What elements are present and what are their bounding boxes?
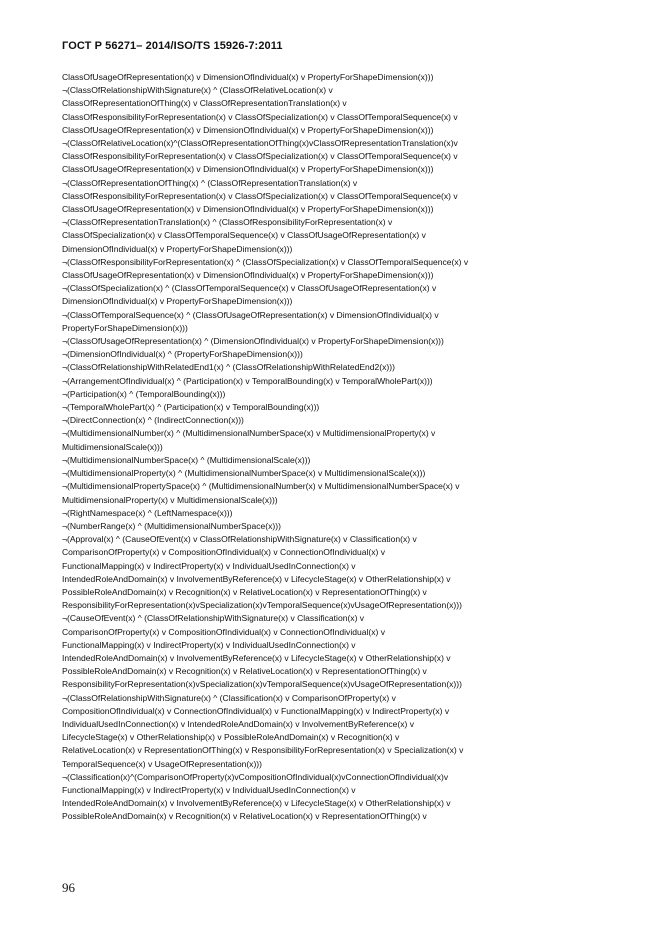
text-line: ¬(NumberRange(x) ^ (MultidimensionalNumberSpace(x))) <box>62 520 281 531</box>
text-line: IntendedRoleAndDomain(x) v InvolvementByReference(x) v LifecycleStage(x) v OtherRelationship(x) v <box>62 652 451 663</box>
text-line: ¬(RightNamespace(x) ^ (LeftNamespace(x))) <box>62 507 233 518</box>
text-line: ¬(ClassOfSpecialization(x) ^ (ClassOfTemporalSequence(x) v ClassOfUsageOfRepresentation(x) v <box>62 283 437 294</box>
formula-text-block <box>62 71 622 824</box>
text-line: CompositionOfIndividual(x) v ConnectionOfIndividual(x) v FunctionalMapping(x) v IndirectProperty(x) v <box>62 705 450 716</box>
text-line: RelativeLocation(x) v RepresentationOfThing(x) v ResponsibilityForRepresentation(x) v Specialization(x) v <box>62 745 464 756</box>
text-line: ClassOfUsageOfRepresentation(x) v DimensionOfIndividual(x) v PropertyForShapeDimension(x))) <box>62 164 434 175</box>
text-line: DimensionOfIndividual(x) v PropertyForShapeDimension(x))) <box>62 243 293 254</box>
document-header: ГОСТ Р 56271– 2014/ISO/TS 15926-7:2011 <box>62 40 283 52</box>
text-line: ¬(ClassOfRepresentationOfThing(x) ^ (ClassOfRepresentationTranslation(x) v <box>62 177 358 188</box>
text-line: ComparisonOfProperty(x) v CompositionOfIndividual(x) v ConnectionOfIndividual(x) v <box>62 547 386 558</box>
text-line: ¬(ArrangementOfIndividual(x) ^ (Participation(x) v TemporalBounding(x) v TemporalWholePart(x))) <box>62 375 433 386</box>
text-line: ¬(DimensionOfIndividual(x) ^ (PropertyForShapeDimension(x))) <box>62 349 303 360</box>
text-line: FunctionalMapping(x) v IndirectProperty(x) v IndividualUsedInConnection(x) v <box>62 784 356 795</box>
text-line: ¬(MultidimensionalProperty(x) ^ (MultidimensionalNumberSpace(x) v MultidimensionalScale(x))) <box>62 468 426 479</box>
text-line: ¬(DirectConnection(x) ^ (IndirectConnection(x))) <box>62 415 244 426</box>
text-line: ¬(MultidimensionalPropertySpace(x) ^ (MultidimensionalNumber(x) v MultidimensionalNumberSpace(x) v <box>62 481 460 492</box>
text-line: ¬(CauseOfEvent(x) ^ (ClassOfRelationshipWithSignature(x) v Classification(x) v <box>62 613 365 624</box>
text-line: IntendedRoleAndDomain(x) v InvolvementByReference(x) v LifecycleStage(x) v OtherRelationship(x) v <box>62 573 451 584</box>
text-line: FunctionalMapping(x) v IndirectProperty(x) v IndividualUsedInConnection(x) v <box>62 639 356 650</box>
text-line: ¬(ClassOfResponsibilityForRepresentation(x) ^ (ClassOfSpecialization(x) v ClassOfTemporalSequence(x) v <box>62 256 469 267</box>
text-line: ResponsibilityForRepresentation(x)vSpecialization(x)vTemporalSequence(x)vUsageOfRepresentation(x))) <box>62 600 462 611</box>
text-line: ComparisonOfProperty(x) v CompositionOfIndividual(x) v ConnectionOfIndividual(x) v <box>62 626 386 637</box>
text-line: ¬(MultidimensionalNumberSpace(x) ^ (MultidimensionalScale(x))) <box>62 454 311 465</box>
text-line: ¬(Classification(x)^(ComparisonOfProperty(x)vCompositionOfIndividual(x)vConnectionOfIndividual(x)v <box>62 771 449 782</box>
text-line: ¬(ClassOfRelationshipWithSignature(x) ^ (ClassOfRelativeLocation(x) v <box>62 85 333 96</box>
text-line: ¬(ClassOfTemporalSequence(x) ^ (ClassOfUsageOfRepresentation(x) v DimensionOfIndividual(x) v <box>62 309 439 320</box>
text-line: ClassOfUsageOfRepresentation(x) v DimensionOfIndividual(x) v PropertyForShapeDimension(x))) <box>62 270 434 281</box>
text-line: TemporalSequence(x) v UsageOfRepresentation(x))) <box>62 758 262 769</box>
text-line: FunctionalMapping(x) v IndirectProperty(x) v IndividualUsedInConnection(x) v <box>62 560 356 571</box>
text-line: MultidimensionalScale(x))) <box>62 441 163 452</box>
text-line: PossibleRoleAndDomain(x) v Recognition(x) v RelativeLocation(x) v RepresentationOfThing(x) v <box>62 811 427 822</box>
text-line: IndividualUsedInConnection(x) v IntendedRoleAndDomain(x) v InvolvementByReference(x) v <box>62 718 415 729</box>
text-line: PossibleRoleAndDomain(x) v Recognition(x) v RelativeLocation(x) v RepresentationOfThing(x) v <box>62 666 427 677</box>
text-line: ¬(ClassOfRelationshipWithSignature(x) ^ (Classification(x) v ComparisonOfProperty(x) v <box>62 692 396 703</box>
text-line: ClassOfUsageOfRepresentation(x) v DimensionOfIndividual(x) v PropertyForShapeDimension(x))) <box>62 72 434 82</box>
text-line: ¬(ClassOfRelativeLocation(x)^(ClassOfRepresentationOfThing(x)vClassOfRepresentationTranslation(x)v <box>62 138 458 149</box>
text-line: IntendedRoleAndDomain(x) v InvolvementByReference(x) v LifecycleStage(x) v OtherRelationship(x) v <box>62 798 451 809</box>
text-line: PropertyForShapeDimension(x))) <box>62 322 188 333</box>
text-line: ClassOfRepresentationOfThing(x) v ClassOfRepresentationTranslation(x) v <box>62 98 347 109</box>
text-line: MultidimensionalProperty(x) v MultidimensionalScale(x))) <box>62 494 278 505</box>
page-number: 96 <box>62 880 75 895</box>
text-line: ¬(TemporalWholePart(x) ^ (Participation(x) v TemporalBounding(x))) <box>62 402 320 413</box>
text-line: ¬(ClassOfUsageOfRepresentation(x) ^ (DimensionOfIndividual(x) v PropertyForShapeDimension(x))) <box>62 336 444 347</box>
text-line: ResponsibilityForRepresentation(x)vSpecialization(x)vTemporalSequence(x)vUsageOfRepresentation(x))) <box>62 679 462 690</box>
text-line: DimensionOfIndividual(x) v PropertyForShapeDimension(x))) <box>62 296 293 307</box>
text-line: ¬(Approval(x) ^ (CauseOfEvent(x) v ClassOfRelationshipWithSignature(x) v Classification(x) v <box>62 534 417 545</box>
text-line: ¬(Participation(x) ^ (TemporalBounding(x))) <box>62 388 226 399</box>
text-line: ClassOfUsageOfRepresentation(x) v DimensionOfIndividual(x) v PropertyForShapeDimension(x))) <box>62 204 434 215</box>
text-line: ClassOfResponsibilityForRepresentation(x) v ClassOfSpecialization(x) v ClassOfTemporalSequence(x) v <box>62 151 458 162</box>
text-line: ClassOfResponsibilityForRepresentation(x) v ClassOfSpecialization(x) v ClassOfTemporalSequence(x) v <box>62 190 458 201</box>
text-line: LifecycleStage(x) v OtherRelationship(x) v PossibleRoleAndDomain(x) v Recognition(x) v <box>62 732 400 743</box>
text-line: ClassOfUsageOfRepresentation(x) v DimensionOfIndividual(x) v PropertyForShapeDimension(x))) <box>62 124 434 135</box>
text-line: ¬(MultidimensionalNumber(x) ^ (MultidimensionalNumberSpace(x) v MultidimensionalProperty(x) v <box>62 428 436 439</box>
text-line: ¬(ClassOfRelationshipWithRelatedEnd1(x) ^ (ClassOfRelationshipWithRelatedEnd2(x))) <box>62 362 395 373</box>
text-line: ¬(ClassOfRepresentationTranslation(x) ^ (ClassOfResponsibilityForRepresentation(x) v <box>62 217 393 228</box>
text-line: ClassOfSpecialization(x) v ClassOfTemporalSequence(x) v ClassOfUsageOfRepresentation(x) v <box>62 230 426 241</box>
text-line: PossibleRoleAndDomain(x) v Recognition(x) v RelativeLocation(x) v RepresentationOfThing(x) v <box>62 586 427 597</box>
text-line: ClassOfResponsibilityForRepresentation(x) v ClassOfSpecialization(x) v ClassOfTemporalSequence(x) v <box>62 111 458 122</box>
